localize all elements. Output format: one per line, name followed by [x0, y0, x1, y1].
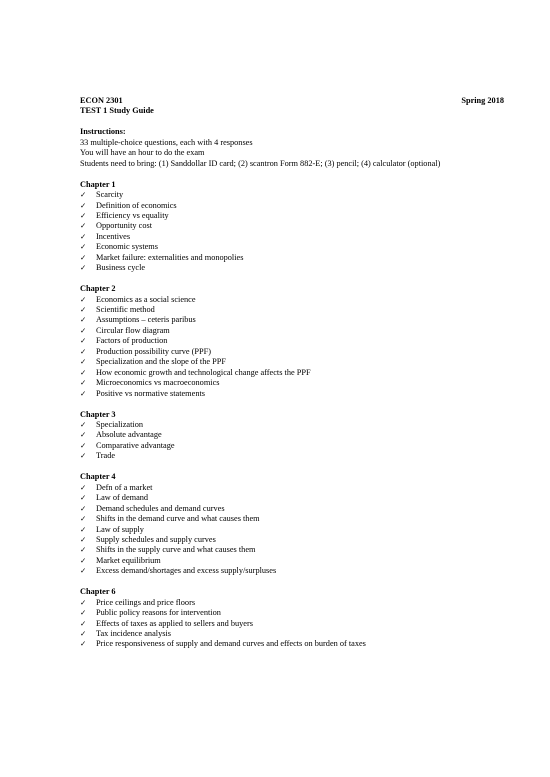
topic-label: Positive vs normative statements — [96, 388, 205, 398]
topic-item — [80, 190, 504, 200]
topic-item — [80, 326, 504, 336]
document-content — [80, 96, 504, 650]
topic-item — [80, 451, 504, 461]
topic-label: Incentives — [96, 231, 131, 241]
topic-label: Specialization and the slope of the PPF — [96, 357, 226, 367]
topic-label: Price responsiveness of supply and demand curves and effects on burden of taxes — [96, 639, 366, 649]
topic-item — [80, 221, 504, 231]
topic-label: Economics as a social science — [96, 294, 196, 304]
topic-item — [80, 483, 504, 493]
topic-item — [80, 295, 504, 305]
check-mark-icon: ✓ — [80, 440, 87, 450]
topic-item — [80, 336, 504, 346]
check-mark-icon: ✓ — [80, 524, 87, 534]
topic-label: Law of supply — [96, 524, 144, 534]
topic-label: Tax incidence analysis — [96, 629, 171, 639]
topic-label: How economic growth and technological change affects the PPF — [96, 367, 311, 377]
check-mark-icon: ✓ — [80, 305, 87, 315]
topic-label: Trade — [96, 451, 116, 461]
check-mark-icon: ✓ — [80, 263, 87, 273]
topic-label: Absolute advantage — [96, 430, 162, 440]
topic-label: Assumptions – ceteris paribus — [96, 315, 196, 325]
topic-label: Market equilibrium — [96, 555, 161, 565]
check-mark-icon: ✓ — [80, 231, 87, 241]
check-mark-icon: ✓ — [80, 566, 87, 576]
check-mark-icon: ✓ — [80, 618, 87, 628]
topic-item — [80, 430, 504, 440]
topic-item — [80, 556, 504, 566]
topic-label: Public policy reasons for intervention — [96, 608, 221, 618]
topic-item — [80, 619, 504, 629]
topic-item — [80, 545, 504, 555]
topic-item — [80, 608, 504, 618]
topic-label: Definition of economics — [96, 200, 177, 210]
chapter-topic-list — [80, 295, 504, 400]
topic-item — [80, 514, 504, 524]
term: Spring 2018 — [461, 96, 504, 105]
check-mark-icon: ✓ — [80, 608, 87, 618]
check-mark-icon: ✓ — [80, 545, 87, 555]
check-mark-icon: ✓ — [80, 242, 87, 252]
topic-item — [80, 357, 504, 367]
topic-label: Economic systems — [96, 242, 158, 252]
check-mark-icon: ✓ — [80, 430, 87, 440]
chapters-container — [80, 169, 504, 650]
instruction-line: 33 multiple-choice questions, each with 4 responses — [80, 137, 253, 147]
check-mark-icon: ✓ — [80, 493, 87, 503]
topic-label: Comparative advantage — [96, 440, 175, 450]
topic-label: Factors of production — [96, 336, 168, 346]
topic-item — [80, 566, 504, 576]
topic-item — [80, 535, 504, 545]
topic-label: Efficiency vs equality — [96, 210, 169, 220]
check-mark-icon: ✓ — [80, 367, 87, 377]
check-mark-icon: ✓ — [80, 357, 87, 367]
topic-label: Defn of a market — [96, 482, 153, 492]
check-mark-icon: ✓ — [80, 378, 87, 388]
topic-item — [80, 305, 504, 315]
topic-label: Business cycle — [96, 263, 146, 273]
topic-item — [80, 389, 504, 399]
check-mark-icon: ✓ — [80, 336, 87, 346]
chapter-topic-list — [80, 598, 504, 650]
topic-item — [80, 378, 504, 388]
topic-label: Law of demand — [96, 493, 149, 503]
topic-item — [80, 211, 504, 221]
topic-item — [80, 441, 504, 451]
check-mark-icon: ✓ — [80, 252, 87, 262]
header-row — [80, 96, 504, 106]
topic-item — [80, 347, 504, 357]
check-mark-icon: ✓ — [80, 597, 87, 607]
topic-item — [80, 420, 504, 430]
course-code: ECON 2301 — [80, 96, 123, 105]
chapter-title: Chapter 1 — [80, 179, 116, 189]
chapter-topic-list — [80, 190, 504, 274]
topic-item — [80, 493, 504, 503]
topic-label: Production possibility curve (PPF) — [96, 346, 212, 356]
topic-item — [80, 263, 504, 273]
document-title: TEST 1 Study Guide — [80, 106, 154, 116]
topic-item — [80, 525, 504, 535]
topic-label: Circular flow diagram — [96, 325, 170, 335]
check-mark-icon: ✓ — [80, 190, 87, 200]
topic-label: Opportunity cost — [96, 221, 152, 231]
check-mark-icon: ✓ — [80, 221, 87, 231]
check-mark-icon: ✓ — [80, 503, 87, 513]
check-mark-icon: ✓ — [80, 555, 87, 565]
topic-label: Demand schedules and demand curves — [96, 503, 225, 513]
check-mark-icon: ✓ — [80, 200, 87, 210]
chapter-topic-list — [80, 483, 504, 577]
instruction-line: You will have an hour to do the exam — [80, 148, 205, 158]
check-mark-icon: ✓ — [80, 629, 87, 639]
topic-item — [80, 368, 504, 378]
topic-label: Excess demand/shortages and excess supply/surpluses — [96, 566, 277, 576]
topic-item — [80, 315, 504, 325]
topic-label: Shifts in the demand curve and what causes them — [96, 514, 260, 524]
topic-label: Market failure: externalities and monopolies — [96, 252, 244, 262]
topic-item — [80, 504, 504, 514]
check-mark-icon: ✓ — [80, 514, 87, 524]
topic-label: Scarcity — [96, 190, 124, 200]
check-mark-icon: ✓ — [80, 325, 87, 335]
topic-label: Price ceilings and price floors — [96, 597, 196, 607]
check-mark-icon: ✓ — [80, 451, 87, 461]
topic-label: Scientific method — [96, 305, 155, 315]
topic-item — [80, 639, 504, 649]
topic-item — [80, 253, 504, 263]
check-mark-icon: ✓ — [80, 388, 87, 398]
check-mark-icon: ✓ — [80, 210, 87, 220]
check-mark-icon: ✓ — [80, 534, 87, 544]
chapter-title: Chapter 2 — [80, 284, 116, 294]
check-mark-icon: ✓ — [80, 639, 87, 649]
check-mark-icon: ✓ — [80, 294, 87, 304]
check-mark-icon: ✓ — [80, 346, 87, 356]
topic-label: Effects of taxes as applied to sellers and buyers — [96, 618, 253, 628]
topic-label: Shifts in the supply curve and what causes them — [96, 545, 256, 555]
chapter-title: Chapter 3 — [80, 409, 116, 419]
chapter-title: Chapter 4 — [80, 472, 116, 482]
instruction-line: Students need to bring: (1) Sanddollar ID card; (2) scantron Form 882-E; (3) pencil; (4) calculator (optional) — [80, 158, 441, 168]
check-mark-icon: ✓ — [80, 315, 87, 325]
chapter-topic-list — [80, 420, 504, 462]
topic-item — [80, 232, 504, 242]
topic-item — [80, 598, 504, 608]
topic-item — [80, 201, 504, 211]
check-mark-icon: ✓ — [80, 482, 87, 492]
instructions-heading: Instructions: — [80, 127, 126, 137]
topic-label: Microeconomics vs macroeconomics — [96, 378, 220, 388]
check-mark-icon: ✓ — [80, 419, 87, 429]
topic-label: Supply schedules and supply curves — [96, 534, 216, 544]
topic-item — [80, 629, 504, 639]
topic-label: Specialization — [96, 419, 143, 429]
chapter-title: Chapter 6 — [80, 587, 116, 597]
topic-item — [80, 242, 504, 252]
